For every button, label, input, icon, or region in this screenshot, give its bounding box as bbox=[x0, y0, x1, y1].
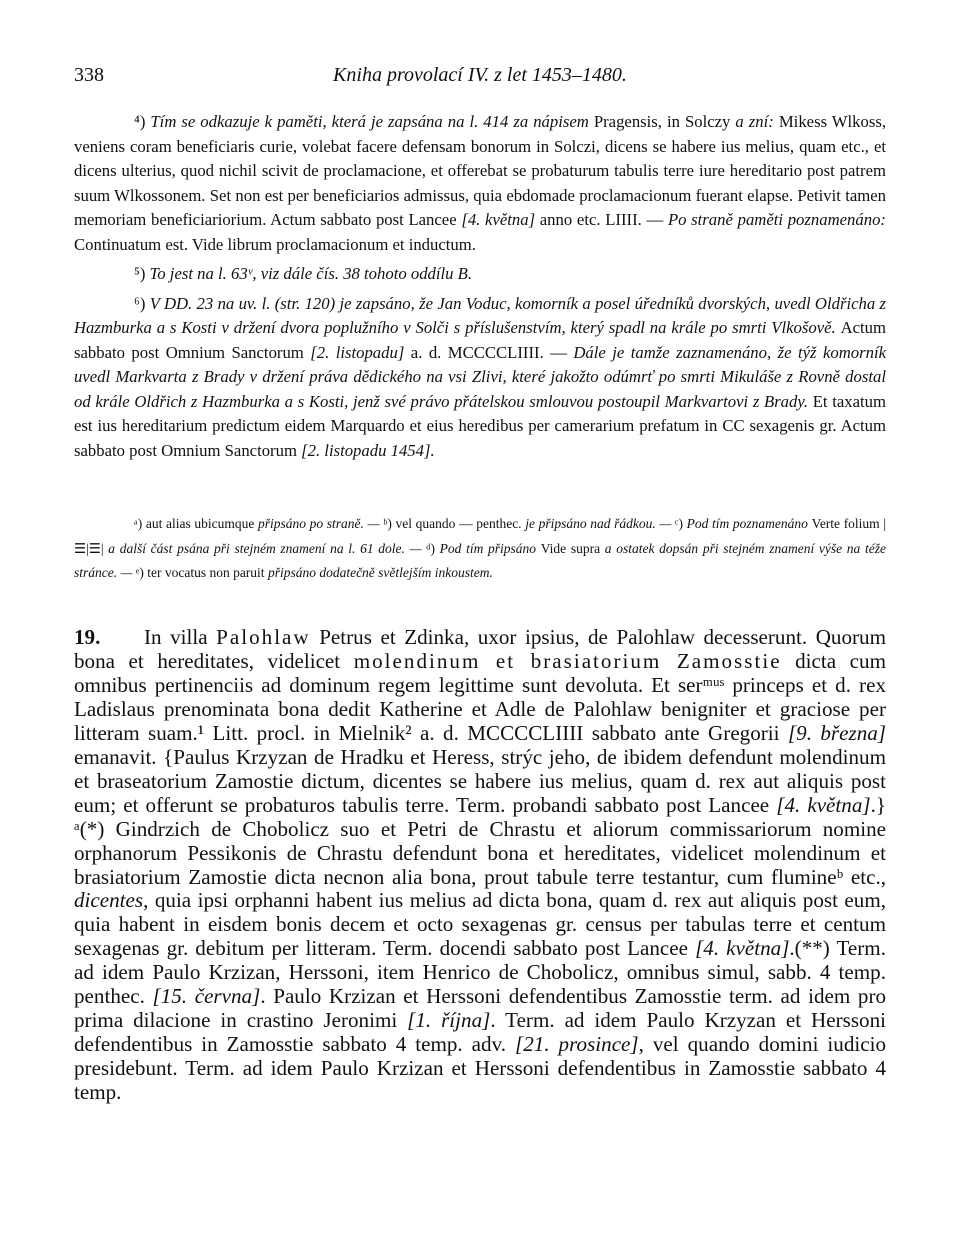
entry-body bbox=[74, 625, 886, 1104]
text-segment: [4. května] bbox=[695, 936, 790, 961]
text-segment: ᵇ) bbox=[383, 516, 396, 531]
text-segment: ᵉ) bbox=[135, 565, 148, 580]
text-segment: , vel quando domini iudicio presidebunt. Term. ad idem Paulo Krzizan et Herssoni defendentibus in Zamosstie sabbato 4 temp. bbox=[74, 1032, 887, 1105]
text-segment: připsáno po straně. — bbox=[258, 516, 384, 531]
text-segment: Dále je tamže zaznamenáno, že týž komorník uvedl Markvarta z Brady v držení práva dědického na vsi Zlivi, které jakožto odúmrť po smrti Mikuláše z Rovně dostal od krále Oldřich z Hazmburka a s Kosti, jenž své právo přátelskou smlouvou postoupil Markvartovi z Brady. bbox=[74, 342, 886, 411]
text-segment: dicentes bbox=[74, 888, 144, 913]
text-segment: [15. června] bbox=[152, 984, 261, 1009]
entry-text bbox=[74, 626, 886, 1105]
text-segment: To jest na l. 63ᵛ, viz dále čís. 38 tohoto oddílu B. bbox=[149, 264, 473, 283]
text-segment: ᶜ) bbox=[675, 516, 687, 531]
text-segment: ᵃ) bbox=[134, 516, 146, 531]
text-segment: molendinum et brasiatorium Zamosstie bbox=[353, 648, 782, 673]
text-segment: V DD. 23 na uv. l. (str. 120) je zapsáno, že Jan Voduc, komorník a posel úředníků dvorských, uvedl Oldřicha z Hazmburka a s Kosti v držení dvora poplužního v Solči s příslušenstvím, který spadl na krále po smrti Vlkošově. bbox=[74, 293, 886, 337]
text-segment: a zní: bbox=[735, 112, 779, 131]
entry-number: 19. bbox=[74, 625, 101, 649]
text-segment: a ostatek dopsán při stejném znamení výše na téže stránce. — bbox=[74, 540, 886, 580]
text-segment: . Term. ad idem Paulo Krzyzan et Herssoni defendentibus in Zamosstie sabbato 4 temp. adv. bbox=[74, 1008, 886, 1057]
footnote-5 bbox=[74, 262, 886, 287]
text-segment: ⁶) bbox=[134, 293, 150, 313]
footnotes bbox=[74, 110, 886, 468]
text-segment: Verte folium |☰|☰| bbox=[74, 516, 887, 556]
text-segment: Vide supra bbox=[540, 540, 605, 556]
text-segment: [2. listopadu 1454]. bbox=[301, 440, 435, 460]
critical-apparatus bbox=[74, 512, 886, 586]
apparatus-notes bbox=[74, 512, 886, 586]
text-segment: Pragensis, in Solczy bbox=[593, 112, 736, 131]
text-segment: ⁴) bbox=[134, 112, 151, 131]
text-segment: ter vocatus non paruit bbox=[147, 565, 268, 580]
text-segment: [4. května] bbox=[461, 210, 536, 229]
text-segment: [21. prosince] bbox=[515, 1032, 639, 1057]
page-number: 338 bbox=[74, 64, 104, 86]
text-segment: Petrus et Zdinka, uxor ipsius, de Palohlaw decesserunt. Quorum bona et hereditates, videlicet bbox=[74, 625, 887, 673]
text-segment: dicta cum omnibus pertinenciis ad dominum regem legittime sunt devoluta. Et serᵐᵘˢ princeps et d. rex Ladislaus prenominata bona dedit Katherine et Adle de Palohlaw benigniter et graciose per litteram suam.¹ Litt. procl. in Mielnik² a. d. MCCCCLIIII sabbato ante Gregorii bbox=[74, 648, 887, 745]
running-title: Kniha provolací IV. z let 1453–1480. bbox=[333, 64, 627, 86]
text-segment: Actum sabbato post Omnium Sanctorum bbox=[74, 318, 886, 362]
text-segment: Et taxatum est ius hereditarium predictum eidem Marquardo et eius heredibus per camerarium prefatum in CC sexagenis gr. Actum sabbato post Omnium Sanctorum bbox=[74, 391, 886, 460]
text-segment: In villa bbox=[144, 625, 217, 649]
text-segment: anno etc. LIIII. — bbox=[535, 210, 668, 229]
text-segment: , quia ipsi orphanni habent ius melius ad dicta bona, quam d. rex aut aliquis post eum, quia habent in eisdem bonis decem et octo sexagenas gr. census per tabulas terre et centum sexagenas gr. debitum per litteram. Term. docendi sabbato post Lancee bbox=[74, 888, 886, 961]
text-segment: .(**) Term. ad idem Paulo Krzizan, Herssoni, item Henrico de Chobolicz, omnibus simul, sabb. 4 temp. penthec. bbox=[74, 936, 886, 1009]
text-segment: ᵈ) bbox=[426, 540, 440, 556]
text-segment: vel quando — penthec. bbox=[395, 516, 526, 531]
text-segment: Pod tím připsáno bbox=[439, 540, 541, 556]
text-segment: aut alias ubicumque bbox=[145, 516, 258, 531]
text-segment: a další část psána při stejném znamení na l. 61 dole. — bbox=[108, 540, 427, 556]
footnote-6 bbox=[74, 292, 886, 464]
text-segment: . Paulo Krzizan et Herssoni defendentibus Zamosstie term. ad idem pro prima dilacione in crastino Jeronimi bbox=[74, 984, 887, 1033]
text-segment: Continuatum est. Vide librum proclamacionum et inductum. bbox=[74, 234, 476, 254]
text-segment: a. d. MCCCCLIIII. — bbox=[404, 342, 574, 362]
text-segment: emanavit. {Paulus Krzyzan de Hradku et Heress, strýc jeho, de ibidem defendunt molendinum et braseatorium Zamostie dictum, dicentes se habere ius melius, quam d. rex aut aliquis post eum; et offerunt se probaturos tabulis terre. Term. probandi sabbato post Lancee bbox=[74, 744, 886, 817]
text-segment: je připsáno nad řádkou. — bbox=[525, 516, 676, 531]
text-segment: Palohlaw bbox=[216, 625, 311, 649]
text-segment: [2. listopadu] bbox=[310, 342, 405, 362]
text-segment: připsáno dodatečně světlejším inkoustem. bbox=[267, 565, 493, 580]
text-segment: ⁵) bbox=[134, 264, 150, 283]
text-segment: [9. března] bbox=[787, 720, 886, 745]
text-segment: Po straně paměti poznamenáno: bbox=[667, 210, 886, 229]
text-segment: Pod tím poznamenáno bbox=[686, 516, 812, 531]
entry-19 bbox=[74, 626, 886, 1105]
text-segment: .}ᵃ(*) Gindrzich de Chobolicz suo et Petri de Chrastu et aliorum commissariorum nomine orphanorum Pessikonis de Chrastu defendunt bona et hereditates, videlicet molendinum et brasiatorium Zamostie dicta necnon alia bona, prout tabule terre testantur, cum flumineᵇ etc., bbox=[74, 792, 886, 889]
text-segment: Mikess Wlkoss, veniens coram beneficiaris curie, volebat facere defensam bonorum in Solczi, dicens se habere ius melius, quam etc., et dicens ulterius, quod nichil scivit de proclamacione, et offerebat se probaturum tabulis terre iure hereditario post patrem suum Wlkossonem. Set non est per beneficiarios admissus, quia ebdomade proclamacionum fuerant elapse. Petivit tamen memoriam beneficiariorium. Actum sabbato post Lancee bbox=[74, 112, 887, 229]
text-segment: [1. října] bbox=[407, 1008, 491, 1033]
footnote-4 bbox=[74, 110, 886, 257]
text-segment: [4. května] bbox=[776, 792, 871, 817]
text-segment: Tím se odkazuje k paměti, která je zapsána na l. 414 za nápisem bbox=[150, 112, 594, 131]
